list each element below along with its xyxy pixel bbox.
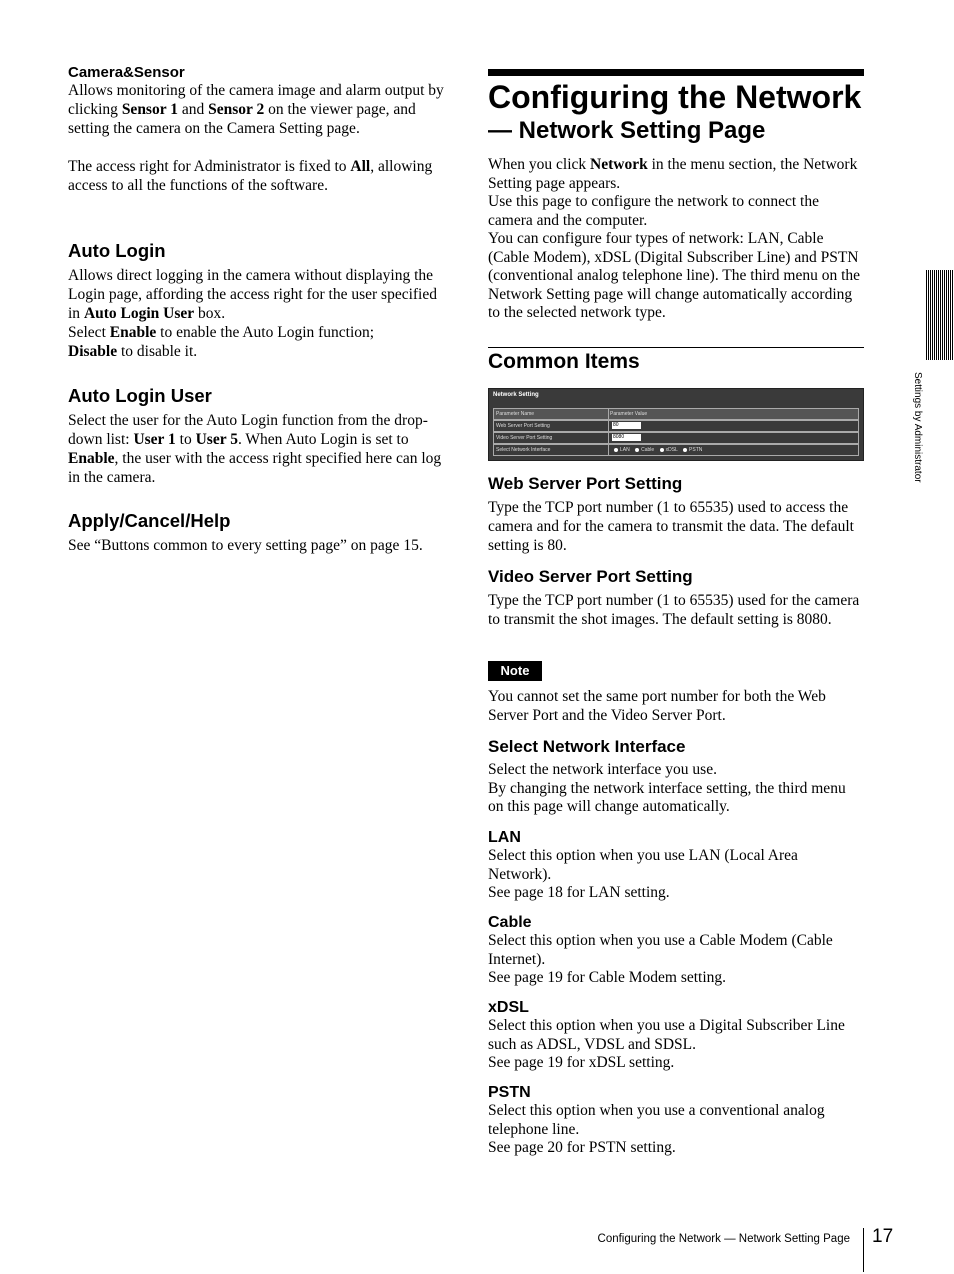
web-server-heading: Web Server Port Setting bbox=[488, 474, 683, 493]
video-server-paragraph: Type the TCP port number (1 to 65535) used for the camera to transmit the shot images. The default setting is 8080. bbox=[488, 592, 860, 628]
web-server-paragraph: Type the TCP port number (1 to 65535) used to access the camera and for the camera to transmit the data. The default setting is 80. bbox=[488, 499, 854, 554]
intro-paragraph-2: Use this page to configure the network to connect the camera and the computer. bbox=[488, 193, 819, 229]
intro-paragraph-3: You can configure four types of network: LAN, Cable (Cable Modem), xDSL (Digital Subscriber Line) and PSTN (conventional analog telephone line). The third menu on the Network Setting page will change automatically according to the selected network type. bbox=[488, 230, 861, 321]
side-section-label: Settings by Administrator bbox=[912, 372, 923, 483]
radio-lan[interactable] bbox=[614, 448, 618, 452]
radio-pstn[interactable] bbox=[683, 448, 687, 452]
camera-sensor-paragraph: Allows monitoring of the camera image and alarm output by clicking Sensor 1 and Sensor 2 on the viewer page, and setting the camera on the Camera Setting page. bbox=[68, 82, 444, 137]
screenshot-network-interface-row bbox=[493, 444, 859, 456]
auto-login-paragraph: Allows direct logging in the camera without displaying the Login page, affording the access right for the user specified in Auto Login User box. bbox=[68, 267, 437, 322]
screenshot-video-port-row bbox=[493, 432, 859, 444]
auto-login-user-section bbox=[68, 385, 448, 487]
xdsl-see-page: See page 19 for xDSL setting. bbox=[488, 1054, 675, 1071]
lan-paragraph: Select this option when you use LAN (Local Area Network). bbox=[488, 847, 798, 883]
auto-login-user-paragraph: Select the user for the Auto Login function from the drop-down list: User 1 to User 5. When Auto Login is set to Enable, the user with the access right specified here can log in the camera. bbox=[68, 412, 442, 486]
title-rule bbox=[488, 69, 864, 76]
screenshot-web-port-row bbox=[493, 420, 859, 432]
page-title: Configuring the Network bbox=[488, 79, 862, 115]
screenshot-web-port-label: Web Server Port Setting bbox=[494, 421, 609, 431]
screenshot-col-param-value: Parameter Value bbox=[610, 411, 648, 417]
screenshot-video-port-label: Video Server Port Setting bbox=[494, 433, 609, 443]
screenshot-title: Network Setting bbox=[493, 392, 539, 398]
lan-see-page: See page 18 for LAN setting. bbox=[488, 884, 670, 901]
footer-running-title: Configuring the Network — Network Setting Page bbox=[597, 1233, 850, 1245]
xdsl-heading: xDSL bbox=[488, 999, 529, 1016]
select-network-paragraph: Select the network interface you use. bbox=[488, 761, 717, 778]
screenshot-network-interface-label: Select Network Interface bbox=[494, 445, 609, 455]
section-thumb-tab bbox=[926, 270, 954, 360]
lan-heading: LAN bbox=[488, 829, 521, 846]
cable-paragraph: Select this option when you use a Cable Modem (Cable Internet). bbox=[488, 932, 833, 968]
cable-see-page: See page 19 for Cable Modem setting. bbox=[488, 969, 727, 986]
apply-cancel-help-section bbox=[68, 510, 448, 555]
network-setting-screenshot bbox=[488, 388, 864, 461]
note-label: Note bbox=[488, 661, 542, 681]
pstn-heading: PSTN bbox=[488, 1084, 531, 1101]
xdsl-section bbox=[488, 999, 864, 1073]
lan-section bbox=[488, 829, 864, 903]
select-network-paragraph-2: By changing the network interface setting, the third menu on this page will change automatically. bbox=[488, 779, 846, 815]
camera-sensor-heading: Camera&Sensor bbox=[68, 64, 185, 81]
video-server-heading: Video Server Port Setting bbox=[488, 567, 693, 586]
note-text: You cannot set the same port number for both the Web Server Port and the Video Server Port. bbox=[488, 688, 826, 724]
auto-login-section bbox=[68, 240, 448, 361]
video-server-port-input[interactable]: 8080 bbox=[612, 434, 641, 441]
page-number: 17 bbox=[872, 1226, 894, 1247]
video-server-section bbox=[488, 567, 864, 629]
auto-login-disable-paragraph: Disable to disable it. bbox=[68, 343, 198, 360]
cable-section bbox=[488, 914, 864, 988]
screenshot-col-param-name: Parameter Name bbox=[494, 409, 609, 419]
cable-heading: Cable bbox=[488, 914, 532, 931]
administrator-access-paragraph: The access right for Administrator is fixed to All, allowing access to all the functions of the software. bbox=[68, 158, 433, 194]
auto-login-user-heading: Auto Login User bbox=[68, 385, 212, 406]
pstn-paragraph: Select this option when you use a conventional analog telephone line. bbox=[488, 1102, 825, 1138]
apply-cancel-help-heading: Apply/Cancel/Help bbox=[68, 510, 231, 531]
auto-login-enable-paragraph: Select Enable to enable the Auto Login function; bbox=[68, 324, 375, 341]
select-network-heading: Select Network Interface bbox=[488, 737, 686, 756]
radio-cable[interactable] bbox=[635, 448, 639, 452]
intro-paragraph: When you click Network in the menu section, the Network Setting page appears. bbox=[488, 156, 858, 192]
common-items-heading: Common Items bbox=[488, 350, 640, 373]
pstn-see-page: See page 20 for PSTN setting. bbox=[488, 1139, 676, 1156]
intro-section bbox=[488, 156, 864, 323]
xdsl-paragraph: Select this option when you use a Digital Subscriber Line such as ADSL, VDSL and SDSL. bbox=[488, 1017, 845, 1053]
radio-xdsl[interactable] bbox=[660, 448, 664, 452]
page-subtitle: — Network Setting Page bbox=[488, 117, 766, 144]
apply-cancel-help-paragraph: See “Buttons common to every setting page” on page 15. bbox=[68, 537, 423, 554]
footer-divider bbox=[863, 1228, 864, 1272]
pstn-section bbox=[488, 1084, 864, 1158]
auto-login-heading: Auto Login bbox=[68, 240, 166, 261]
web-server-section bbox=[488, 474, 864, 555]
select-network-section bbox=[488, 737, 864, 817]
screenshot-network-options: LAN Cable xDSL PSTN bbox=[608, 445, 702, 455]
camera-sensor-section bbox=[68, 64, 448, 195]
screenshot-header-row bbox=[493, 408, 859, 420]
web-server-port-input[interactable]: 80 bbox=[612, 422, 641, 429]
